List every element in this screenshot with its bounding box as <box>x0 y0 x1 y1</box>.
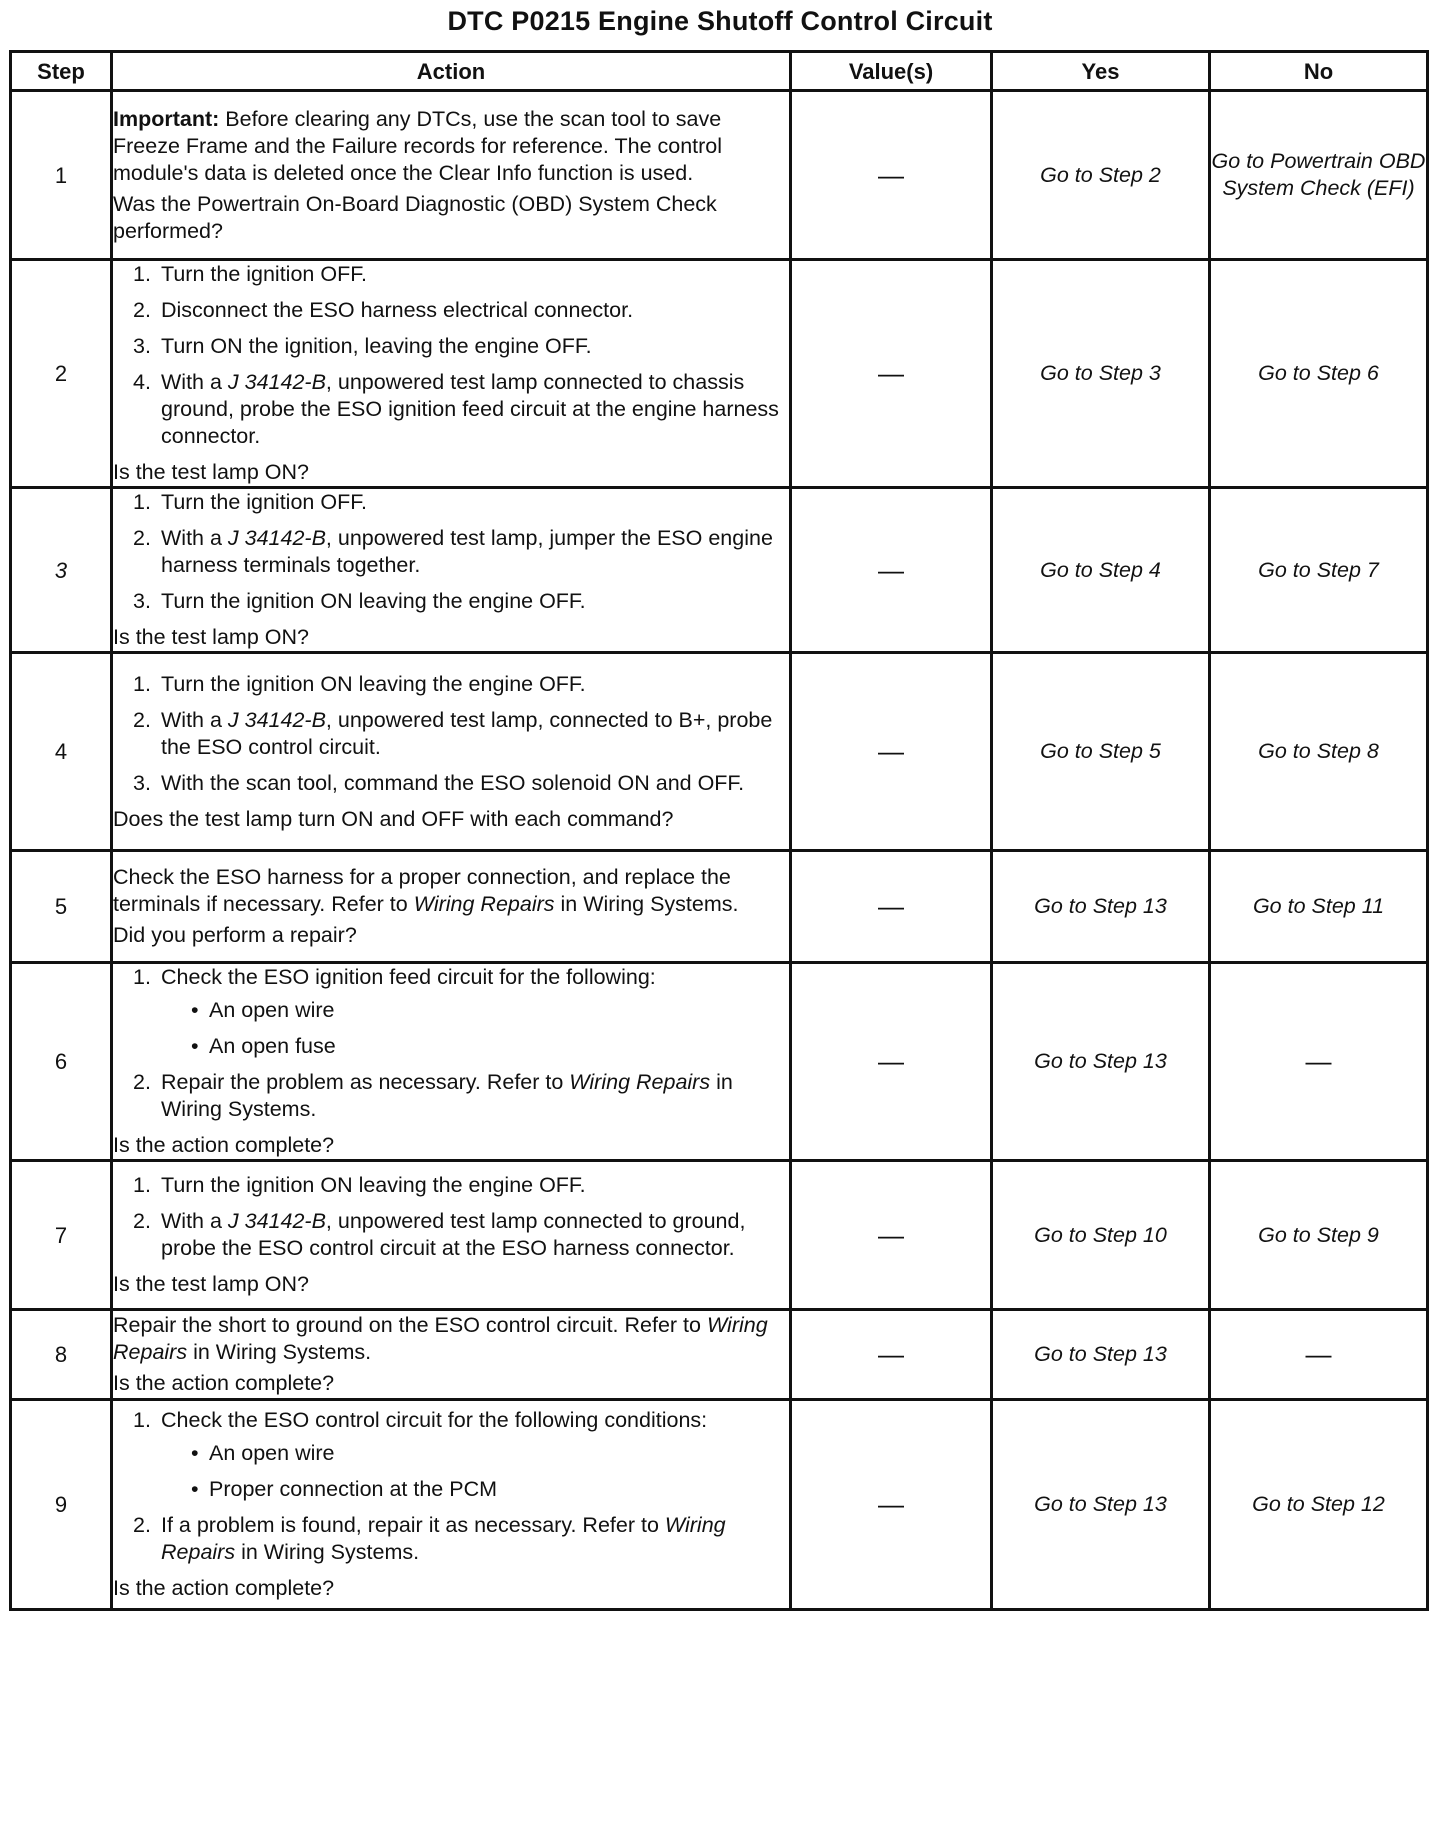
step-num: 2. <box>133 526 151 550</box>
action-text-pre: Repair the short to ground on the ESO control circuit. Refer to <box>113 1313 707 1337</box>
question: Is the action complete? <box>113 1133 335 1157</box>
step-number: 9 <box>11 1400 112 1610</box>
table-row <box>11 91 1428 260</box>
action-cell <box>112 851 791 963</box>
action-steps <box>113 1172 789 1262</box>
no-prefix: Go to <box>1211 149 1271 173</box>
action-step <box>133 588 789 615</box>
action-steps <box>113 671 789 797</box>
wiring-ref: Wiring Repairs <box>569 1070 711 1094</box>
yes-link[interactable]: Go to Step 13 <box>992 1310 1210 1400</box>
step-text-post: , unpowered test lamp, jumper the ESO engine harness terminals together. <box>161 526 773 577</box>
value-cell: — <box>791 91 992 260</box>
step-num: 3. <box>133 770 151 795</box>
header-row <box>11 52 1428 91</box>
yes-link[interactable]: Go to Step 2 <box>992 91 1210 260</box>
action-step <box>133 297 789 324</box>
no-value: — <box>1210 1310 1428 1400</box>
step-text-pre: With a <box>161 707 228 732</box>
step-text-pre: Repair the problem as necessary. Refer to <box>161 1070 570 1094</box>
header-yes: Yes <box>992 52 1210 91</box>
no-link[interactable] <box>1210 91 1428 260</box>
condition-list <box>161 997 789 1060</box>
question: Is the action complete? <box>113 1576 335 1600</box>
action-step <box>133 1069 789 1123</box>
value-cell: — <box>791 1400 992 1610</box>
action-cell <box>112 1400 791 1610</box>
no-link[interactable]: Go to Step 11 <box>1210 851 1428 963</box>
table-row <box>11 1400 1428 1610</box>
step-text-post: , unpowered test lamp connected to ground, probe the ESO control circuit at the ESO harness connector. <box>161 1209 746 1260</box>
question: Does the test lamp turn ON and OFF with each command? <box>113 806 674 831</box>
question: Was the Powertrain On-Board Diagnostic (OBD) System Check performed? <box>113 191 717 243</box>
no-link[interactable]: Go to Step 6 <box>1210 260 1428 488</box>
action-text <box>113 1312 789 1366</box>
step-text-post: , unpowered test lamp connected to chassis ground, probe the ESO ignition feed circuit at the engine harness connector. <box>161 370 779 448</box>
step-text-post: in Wiring Systems. <box>235 1540 420 1564</box>
action-step <box>133 964 789 1060</box>
action-step <box>133 671 789 698</box>
step-num: 1. <box>133 262 151 286</box>
table-row <box>11 488 1428 653</box>
wiring-ref: Wiring Repairs <box>113 1313 768 1364</box>
tool-ref: J 34142-B <box>227 370 326 394</box>
action-step <box>133 1172 789 1199</box>
no-link[interactable]: Go to Step 9 <box>1210 1161 1428 1310</box>
step-text-pre: With a <box>161 370 228 394</box>
action-text-pre: Check the ESO harness for a proper connection, and replace the terminals if necessary. Refer to <box>113 865 731 916</box>
question: Is the test lamp ON? <box>113 460 309 484</box>
action-steps <box>113 489 789 615</box>
table-row <box>11 1310 1428 1400</box>
step-text-pre: With a <box>161 1209 228 1233</box>
step-text-pre: With a <box>161 526 228 550</box>
no-reference: Powertrain OBD System Check (EFI) <box>1222 149 1426 200</box>
value-cell: — <box>791 488 992 653</box>
step-number: 4 <box>11 653 112 851</box>
step-text: Turn the ignition ON leaving the engine OFF. <box>161 1173 586 1197</box>
action-cell <box>112 260 791 488</box>
value-cell: — <box>791 1161 992 1310</box>
header-step: Step <box>11 52 112 91</box>
no-link[interactable]: Go to Step 12 <box>1210 1400 1428 1610</box>
no-value: — <box>1210 963 1428 1161</box>
step-text: Turn the ignition ON leaving the engine OFF. <box>161 589 586 613</box>
yes-link[interactable]: Go to Step 4 <box>992 488 1210 653</box>
action-step <box>133 1208 789 1262</box>
question: Did you perform a repair? <box>113 923 357 947</box>
action-step <box>133 261 789 288</box>
table-row <box>11 851 1428 963</box>
step-num: 2. <box>133 707 151 732</box>
step-number: 7 <box>11 1161 112 1310</box>
table-row <box>11 1161 1428 1310</box>
list-item: • An open wire <box>191 1440 789 1467</box>
step-text: Turn the ignition OFF. <box>161 490 367 514</box>
action-step <box>133 489 789 516</box>
step-num: 1. <box>133 671 151 696</box>
action-steps <box>113 964 789 1123</box>
question: Is the test lamp ON? <box>113 1272 309 1296</box>
action-cell <box>112 1310 791 1400</box>
action-step <box>133 525 789 579</box>
step-number: 1 <box>11 91 112 260</box>
tool-ref: J 34142-B <box>227 707 326 732</box>
value-cell: — <box>791 1310 992 1400</box>
yes-link[interactable]: Go to Step 13 <box>992 1400 1210 1610</box>
yes-link[interactable]: Go to Step 5 <box>992 653 1210 851</box>
table-row <box>11 963 1428 1161</box>
step-number: 8 <box>11 1310 112 1400</box>
no-link[interactable]: Go to Step 8 <box>1210 653 1428 851</box>
step-number: 6 <box>11 963 112 1161</box>
action-step <box>133 770 789 797</box>
action-text <box>113 864 789 918</box>
step-num: 2. <box>133 1070 151 1094</box>
action-steps <box>113 1407 789 1566</box>
action-step <box>133 1512 789 1566</box>
value-cell: — <box>791 653 992 851</box>
header-value: Value(s) <box>791 52 992 91</box>
step-text-post: in Wiring Systems. <box>161 1070 733 1121</box>
action-step <box>133 333 789 360</box>
value-cell: — <box>791 963 992 1161</box>
table-row <box>11 653 1428 851</box>
question: Is the test lamp ON? <box>113 625 309 649</box>
step-num: 1. <box>133 1173 151 1197</box>
action-step <box>133 369 789 450</box>
step-number: 3 <box>11 488 112 653</box>
value-cell: — <box>791 260 992 488</box>
tool-ref: J 34142-B <box>227 526 326 550</box>
action-text-post: in Wiring Systems. <box>554 892 739 916</box>
diagnostic-table <box>9 50 1429 1611</box>
step-num: 4. <box>133 370 151 394</box>
step-number: 2 <box>11 260 112 488</box>
step-text: Turn the ignition OFF. <box>161 262 367 286</box>
step-text-pre: If a problem is found, repair it as necessary. Refer to <box>161 1513 665 1537</box>
step-num: 2. <box>133 1513 151 1537</box>
condition-list <box>161 1440 789 1503</box>
step-text: Check the ESO control circuit for the following conditions: <box>161 1408 708 1432</box>
action-step <box>133 1407 789 1503</box>
action-cell <box>112 653 791 851</box>
step-num: 3. <box>133 334 151 358</box>
yes-link[interactable]: Go to Step 10 <box>992 1161 1210 1310</box>
step-text: Disconnect the ESO harness electrical connector. <box>161 298 634 322</box>
no-link[interactable]: Go to Step 7 <box>1210 488 1428 653</box>
header-no: No <box>1210 52 1428 91</box>
step-num: 2. <box>133 298 151 322</box>
page-title: DTC P0215 Engine Shutoff Control Circuit <box>447 6 993 36</box>
list-item: • An open wire <box>191 997 789 1024</box>
question: Is the action complete? <box>113 1371 335 1395</box>
yes-link[interactable]: Go to Step 3 <box>992 260 1210 488</box>
wiring-ref: Wiring Repairs <box>413 892 555 916</box>
step-num: 1. <box>133 965 151 989</box>
action-steps <box>113 261 789 450</box>
action-cell <box>112 1161 791 1310</box>
step-num: 2. <box>133 1209 151 1233</box>
header-action: Action <box>112 52 791 91</box>
step-num: 3. <box>133 589 151 613</box>
yes-link[interactable]: Go to Step 13 <box>992 851 1210 963</box>
step-text: Turn the ignition ON leaving the engine OFF. <box>161 671 586 696</box>
important-label: Important: <box>113 106 220 131</box>
action-cell <box>112 963 791 1161</box>
wiring-ref: Wiring Repairs <box>161 1513 726 1564</box>
important-text: Before clearing any DTCs, use the scan tool to save Freeze Frame and the Failure records for reference. The control module's data is deleted once the Clear Info function is used. <box>113 106 723 185</box>
list-item: • An open fuse <box>191 1033 789 1060</box>
action-cell <box>112 488 791 653</box>
table-row <box>11 260 1428 488</box>
step-text-post: , unpowered test lamp, connected to B+, probe the ESO control circuit. <box>161 707 773 759</box>
yes-link[interactable]: Go to Step 13 <box>992 963 1210 1161</box>
step-text: Check the ESO ignition feed circuit for the following: <box>161 965 656 989</box>
action-step <box>133 707 789 761</box>
value-cell: — <box>791 851 992 963</box>
step-text: Turn ON the ignition, leaving the engine OFF. <box>161 334 592 358</box>
list-item: • Proper connection at the PCM <box>191 1476 789 1503</box>
step-num: 1. <box>133 490 151 514</box>
important-note <box>113 106 789 187</box>
action-text-post: in Wiring Systems. <box>187 1340 372 1364</box>
action-cell <box>112 91 791 260</box>
step-num: 1. <box>133 1408 151 1432</box>
step-text: With the scan tool, command the ESO solenoid ON and OFF. <box>161 770 745 795</box>
step-number: 5 <box>11 851 112 963</box>
tool-ref: J 34142-B <box>227 1209 326 1233</box>
